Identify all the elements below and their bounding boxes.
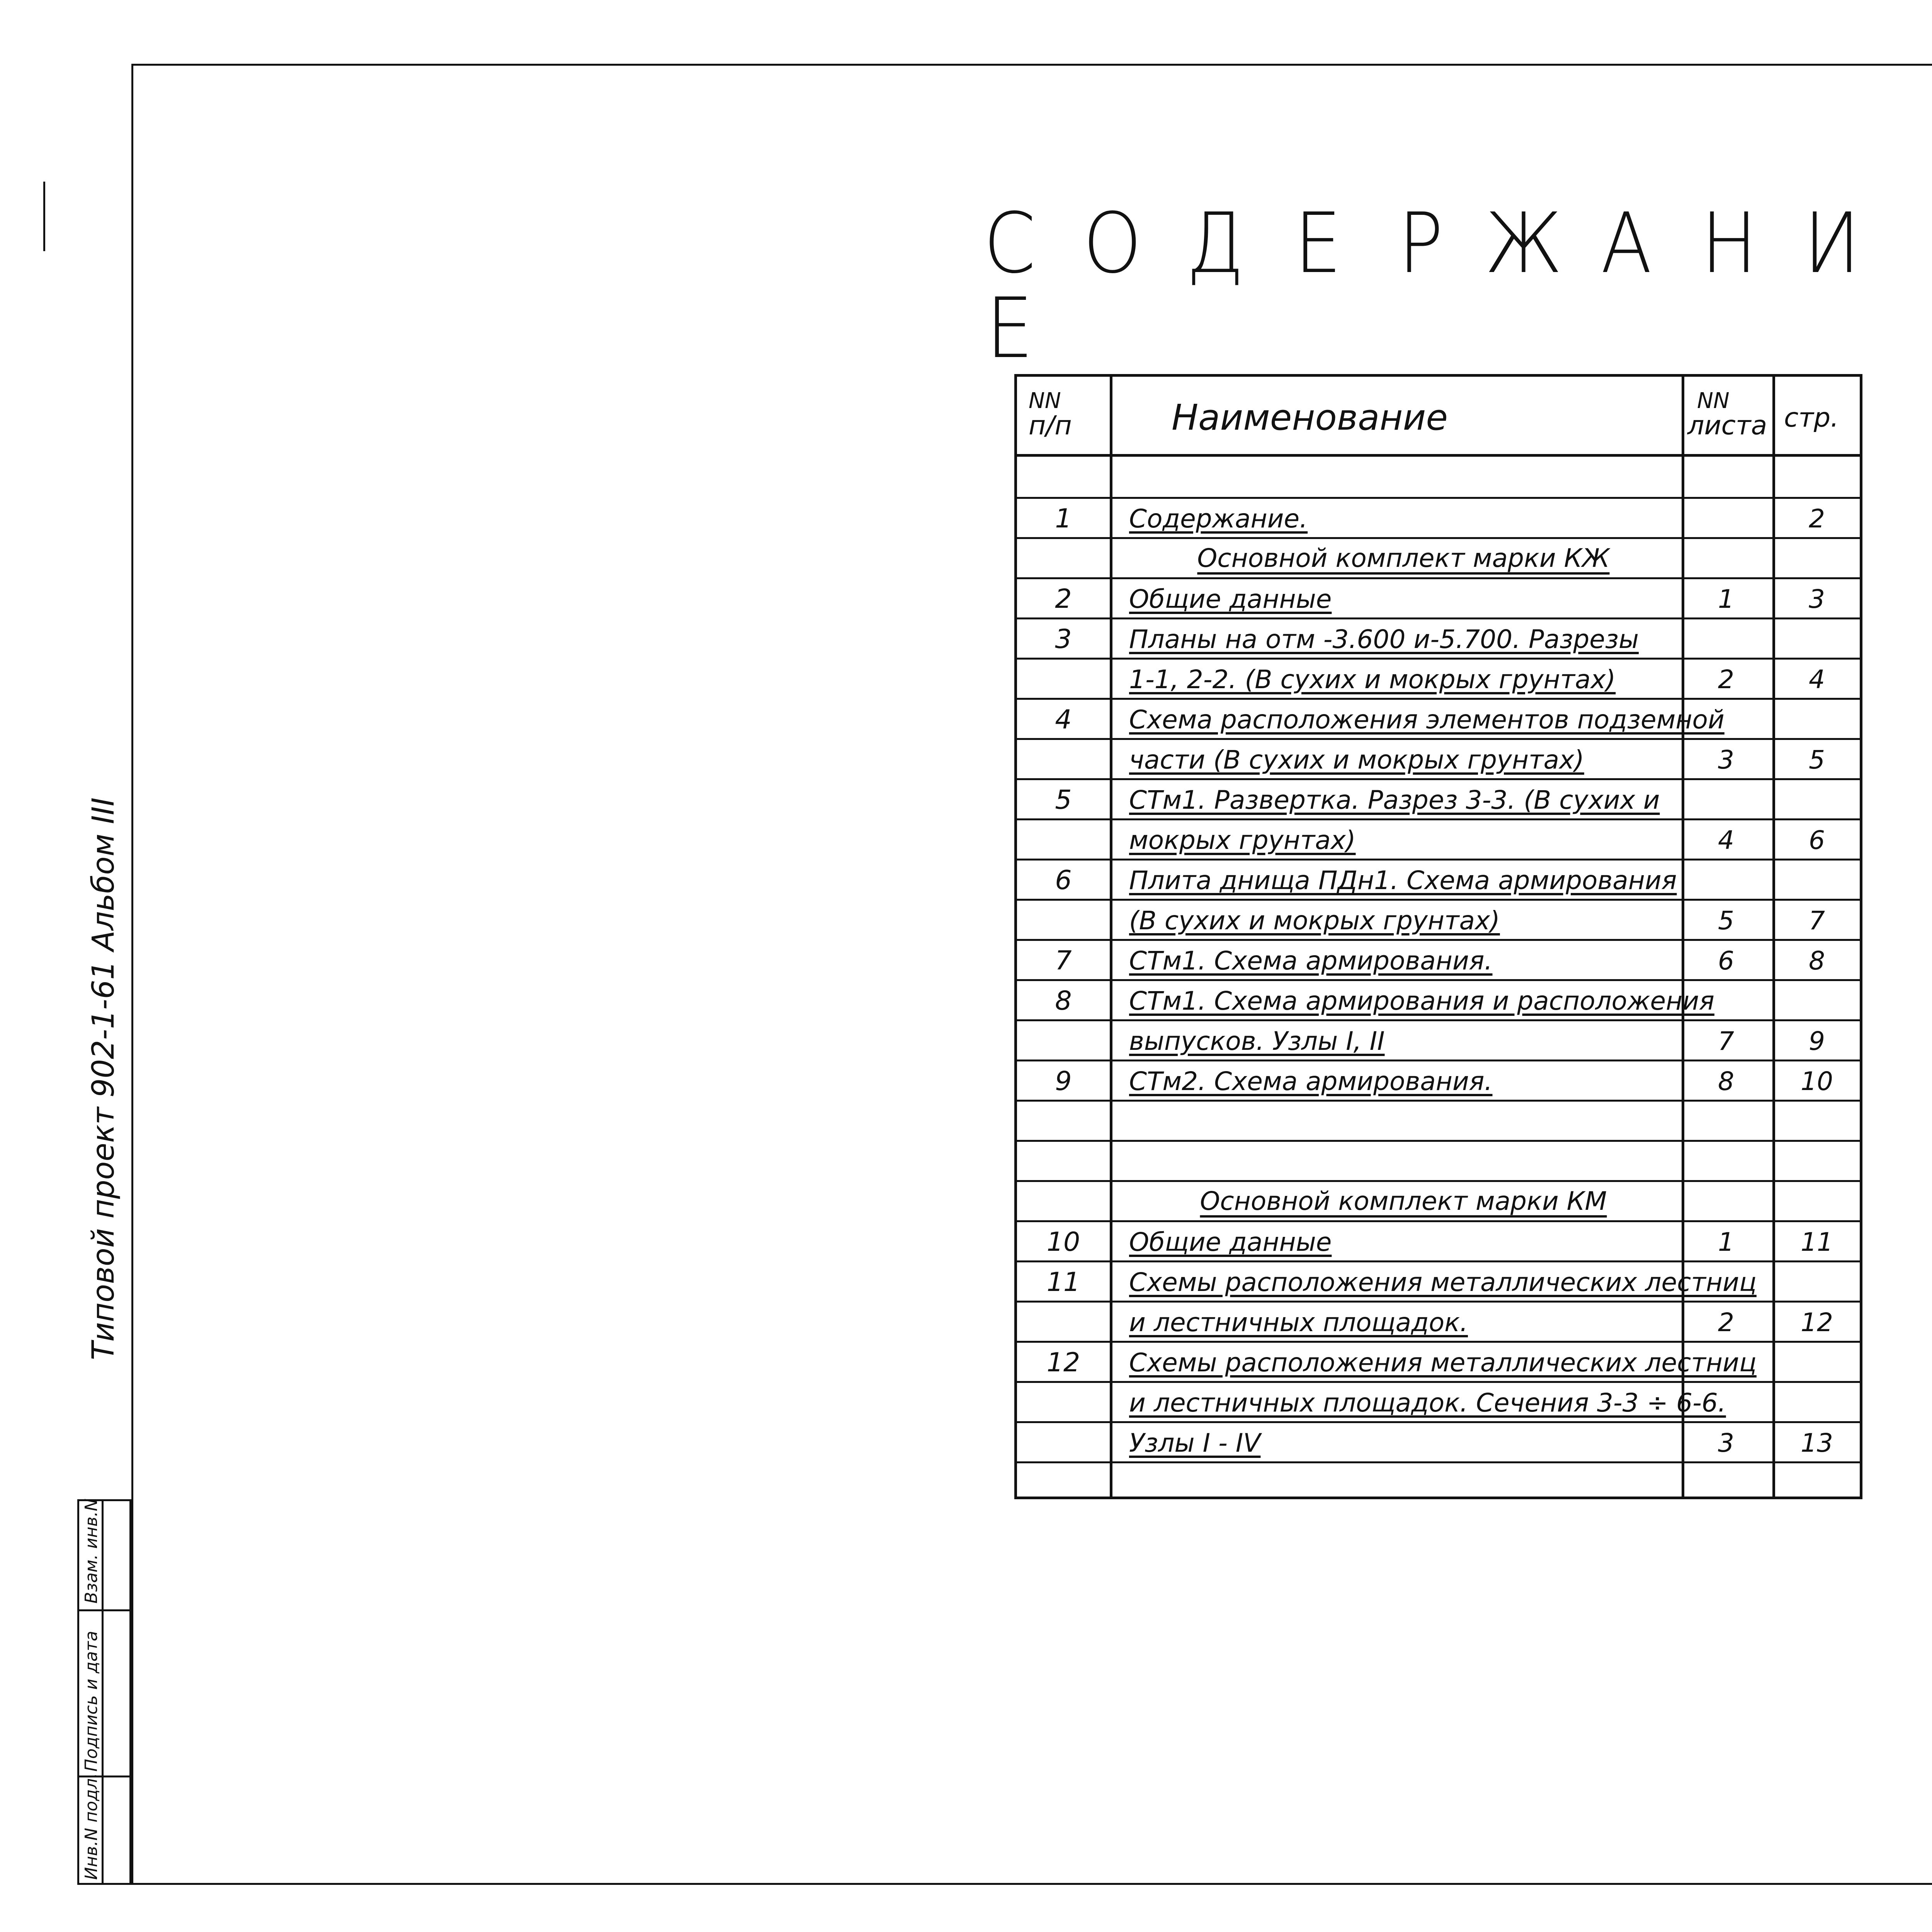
title-letter: А [1600,195,1652,292]
row-title-cont: и лестничных площадок. Сечения 3-3 ÷ 6-6. [1129,1388,1726,1418]
header-name: Наименование [1172,397,1448,438]
row-number: 3 [1055,624,1072,655]
title-letter: Н [1701,195,1757,292]
row-sheet: 7 [1718,1026,1734,1056]
margin-tick [43,182,45,251]
title-letter: Е [1294,195,1342,292]
section-heading: Основной комплект марки КМ [1200,1186,1607,1216]
row-page: 5 [1809,745,1825,775]
row-divider [1017,818,1860,820]
row-page: 6 [1809,825,1825,855]
stamp-podpis: Подпись и дата [82,1631,101,1772]
row-divider [1017,1180,1860,1182]
row-title-cont: мокрых грунтах) [1129,825,1356,855]
row-page: 3 [1809,584,1825,614]
row-divider [1017,1220,1860,1222]
row-sheet: 1 [1718,1227,1734,1257]
row-sheet: 8 [1718,1066,1734,1096]
row-sheet: 5 [1718,906,1734,935]
title-letter: С [983,195,1036,292]
row-number: 1 [1055,503,1072,534]
header-divider [1017,454,1860,457]
header-sheet-line2: листа [1687,410,1767,441]
row-divider [1017,1381,1860,1383]
header-num-line2: п/п [1029,410,1072,441]
title-letter: Ж [1485,195,1563,292]
title-letter: Е [986,280,1034,377]
row-number: 7 [1055,946,1072,976]
title-letter: О [1083,195,1142,292]
row-divider [1017,1019,1860,1021]
row-divider [1017,738,1860,740]
row-divider [1017,497,1860,499]
stamp-inv-podl: Инв.N подл. [82,1773,101,1880]
row-title: Общие данные [1129,584,1332,614]
row-page: 12 [1801,1308,1833,1337]
row-page: 11 [1801,1227,1833,1257]
row-page: 2 [1809,504,1825,534]
row-title: Общие данные [1129,1227,1332,1257]
row-title: Схемы расположения металлических лестниц [1129,1348,1757,1378]
row-divider [1017,1341,1860,1343]
column-divider [1110,377,1112,1497]
row-divider [1017,778,1860,780]
stamp-vzam: Взам. инв.N [82,1498,101,1604]
row-title: СТм1. Развертка. Разрез 3-3. (В сухих и [1129,785,1660,815]
row-sheet: 1 [1718,584,1734,614]
row-divider [1017,1260,1860,1262]
row-title-cont: 1-1, 2-2. (В сухих и мокрых грунтах) [1129,665,1616,694]
side-project-title: Типовой проект 902-1-61 Альбом III [86,797,121,1360]
row-page: 7 [1809,906,1825,935]
row-divider [1017,658,1860,660]
row-sheet: 6 [1718,946,1734,976]
row-sheet: 4 [1718,825,1734,855]
row-sheet: 3 [1718,745,1734,775]
page-title [958,195,1886,377]
row-number: 11 [1046,1267,1080,1298]
row-divider [1017,698,1860,700]
title-letter: Р [1398,195,1444,292]
row-title-cont: части (В сухих и мокрых грунтах) [1129,745,1584,775]
row-number: 9 [1055,1066,1072,1097]
row-divider [1017,979,1860,981]
row-divider [1017,939,1860,941]
row-number: 6 [1055,865,1072,896]
row-divider [1017,1060,1860,1061]
row-sheet: 2 [1718,1308,1734,1337]
row-divider [1017,1301,1860,1303]
row-divider [1017,1100,1860,1102]
stamp-divider [102,1499,104,1885]
row-page: 4 [1809,665,1825,694]
header-num-line1: NN [1029,388,1061,413]
row-number: 5 [1055,785,1072,815]
row-number: 10 [1046,1227,1080,1257]
stamp-divider [77,1609,131,1611]
row-title-cont: и лестничных площадок. [1129,1308,1468,1337]
row-title-cont: Узлы I - IV [1129,1428,1261,1458]
row-title: Содержание. [1129,504,1308,534]
header-page: стр. [1784,403,1839,433]
row-divider [1017,1421,1860,1423]
row-page: 10 [1801,1066,1833,1096]
row-divider [1017,537,1860,539]
row-sheet: 2 [1718,665,1734,694]
row-title-cont: (В сухих и мокрых грунтах) [1129,906,1500,935]
row-divider [1017,859,1860,861]
row-title: Схема расположения элементов подземной [1129,705,1725,735]
row-title: Планы на отм -3.600 и-5.700. Разрезы [1129,624,1639,654]
row-divider [1017,617,1860,619]
row-divider [1017,1461,1860,1463]
row-title: СТм2. Схема армирования. [1129,1066,1493,1096]
section-heading: Основной комплект марки КЖ [1197,543,1610,573]
row-title: Плита днища ПДн1. Схема армирования [1129,866,1677,895]
row-page: 8 [1809,946,1825,976]
row-page: 13 [1801,1428,1833,1458]
row-number: 8 [1055,986,1072,1016]
title-letter: Д [1186,195,1245,292]
row-title: СТм1. Схема армирования. [1129,946,1493,976]
row-page: 9 [1809,1026,1825,1056]
row-divider [1017,899,1860,901]
row-title-cont: выпусков. Узлы I, II [1129,1026,1385,1056]
row-number: 4 [1055,704,1072,735]
row-sheet: 3 [1718,1428,1734,1458]
row-divider [1017,577,1860,579]
row-number: 2 [1055,584,1072,614]
header-sheet-line1: NN [1697,388,1730,413]
row-title: Схемы расположения металлических лестниц [1129,1267,1757,1297]
row-title: СТм1. Схема армирования и расположения [1129,986,1714,1016]
row-number: 12 [1046,1347,1080,1378]
row-divider [1017,1140,1860,1142]
title-letter: И [1803,195,1861,292]
contents-table [1014,374,1862,1499]
